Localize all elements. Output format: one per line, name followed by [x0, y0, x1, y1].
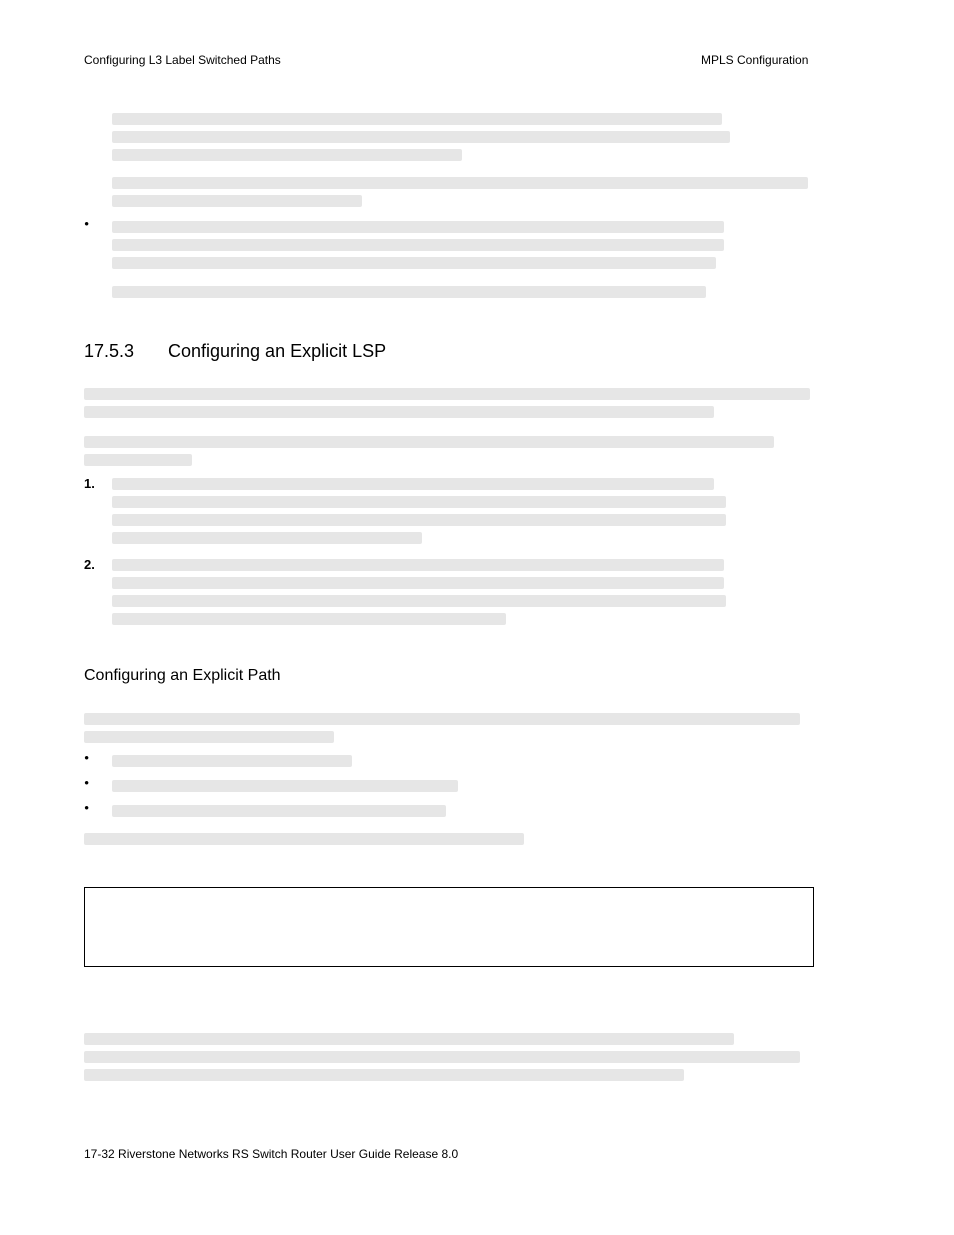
- code-example-box: [84, 887, 814, 967]
- bullet-item: [112, 780, 812, 798]
- body-paragraph: [112, 559, 812, 631]
- body-paragraph: [84, 833, 814, 851]
- running-header-right: MPLS Configuration: [701, 53, 809, 67]
- bullet-item: [112, 755, 812, 773]
- subsection-heading: Configuring an Explicit Path: [84, 667, 281, 684]
- bullet-item: [112, 805, 812, 823]
- section-title: Configuring an Explicit LSP: [168, 341, 387, 361]
- body-paragraph: [84, 388, 814, 424]
- body-paragraph: [112, 478, 812, 550]
- bullet-marker: •: [84, 217, 90, 233]
- body-paragraph: [112, 177, 812, 213]
- body-paragraph: [112, 113, 752, 167]
- body-paragraph: [84, 713, 814, 749]
- body-paragraph: [112, 286, 812, 304]
- page-footer: 17-32 Riverstone Networks RS Switch Router User Guide Release 8.0: [84, 1147, 459, 1161]
- body-paragraph: [84, 436, 814, 472]
- running-header-left: Configuring L3 Label Switched Paths: [84, 53, 281, 67]
- section-number: 17.5.3: [84, 341, 135, 361]
- list-number: 1.: [84, 476, 95, 491]
- bullet-marker: •: [84, 776, 90, 792]
- list-number: 2.: [84, 557, 95, 572]
- body-paragraph: [112, 221, 812, 275]
- body-paragraph: [84, 1033, 814, 1087]
- bullet-marker: •: [84, 801, 90, 817]
- bullet-marker: •: [84, 751, 90, 767]
